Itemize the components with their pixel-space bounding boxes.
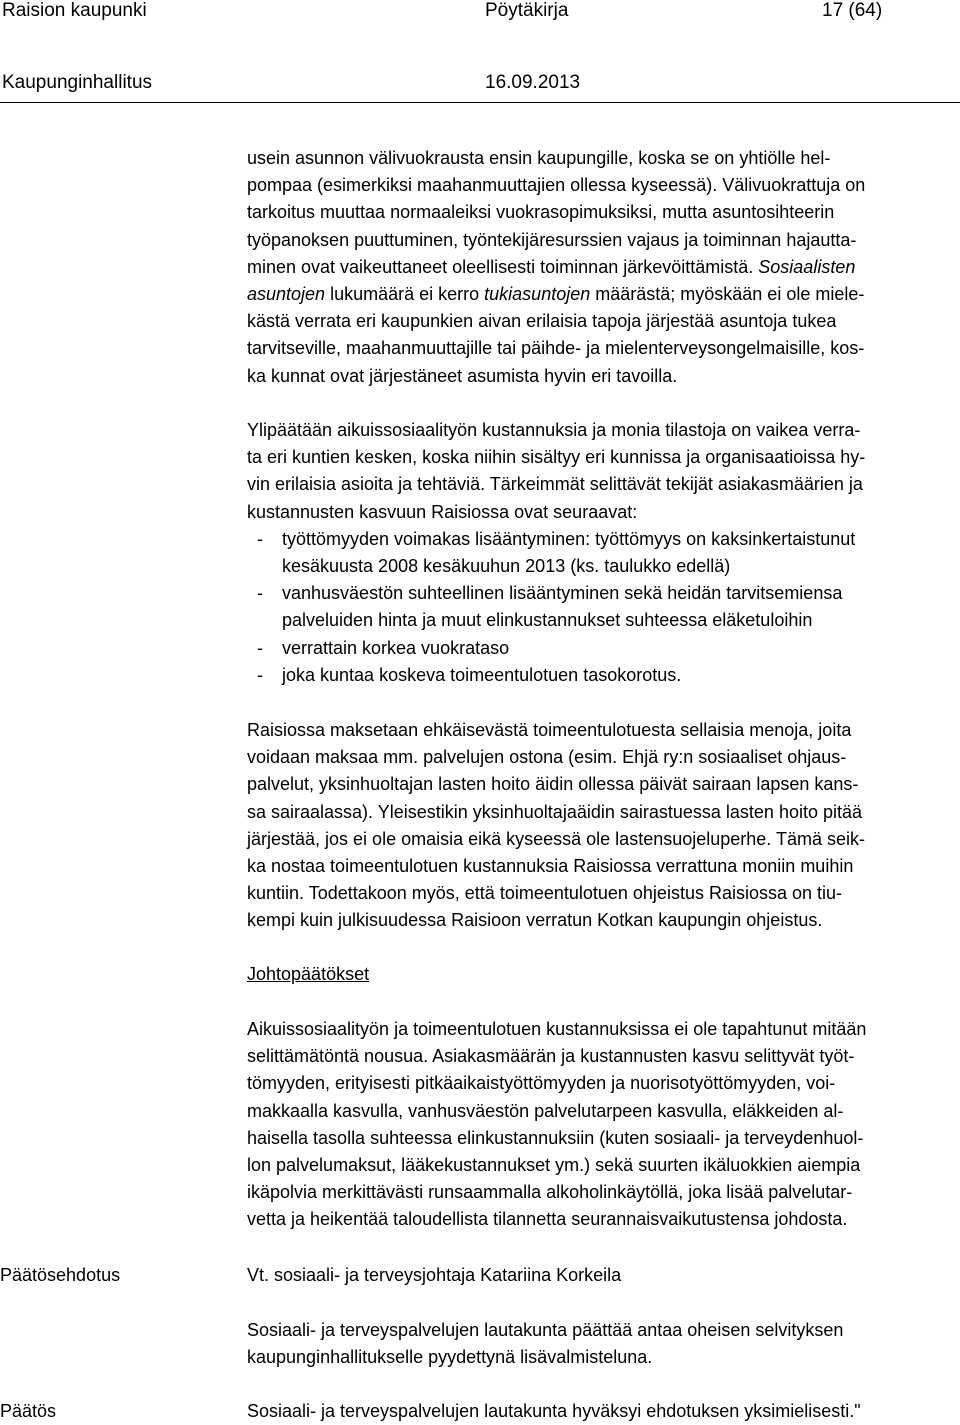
text-line: ikäpolvia merkittävästi runsaammalla alkoholinkäytöllä, joka lisää palvelutar- bbox=[247, 1182, 853, 1203]
proposal-author: Vt. sosiaali- ja terveysjohtaja Katariina Korkeila bbox=[247, 1265, 622, 1285]
list-marker: - bbox=[257, 664, 263, 685]
decision-label: Päätös bbox=[0, 1401, 57, 1421]
text-line: vetta ja heikentää taloudellista tilannetta seurannaisvaikutustensa johdosta. bbox=[247, 1209, 848, 1230]
text-line: usein asunnon välivuokrausta ensin kaupungille, koska se on yhtiölle hel- bbox=[247, 148, 831, 168]
text-line: tarkoitus muuttaa normaaleiksi vuokrasopimuksiksi, mutta asuntosihteerin bbox=[247, 202, 835, 223]
text-line: tömyyden, erityisesti pitkäaikaistyöttömyyden ja nuorisotyöttömyyden, voi- bbox=[247, 1073, 836, 1094]
paragraph-1 bbox=[247, 145, 957, 390]
header-divider bbox=[0, 102, 960, 103]
text-line: Sosiaali- ja terveyspalvelujen lautakunta päättää antaa oheisen selvityksen bbox=[247, 1320, 844, 1340]
paragraph-3 bbox=[247, 717, 957, 935]
page-number: 17 (64) bbox=[822, 0, 883, 21]
text-line: ka nostaa toimeentulotuen kustannuksia Raisiossa verrattuna moniin muihin bbox=[247, 856, 854, 877]
text-line: ta eri kuntien kesken, koska niihin sisältyy eri kunnissa ja organisaatioissa hy- bbox=[247, 447, 866, 468]
meeting-date: 16.09.2013 bbox=[485, 72, 581, 93]
text-line: palvelut, yksinhuoltajan lasten hoito äidin ollessa päivät sairaan lapsen kans- bbox=[247, 774, 859, 795]
list-marker: - bbox=[257, 528, 263, 549]
text-line: kempi kuin julkisuudessa Raisioon verratun Kotkan kaupungin ohjeistus. bbox=[247, 910, 823, 931]
text-line: haisella tasolla suhteessa elinkustannuksiin (kuten sosiaali- ja terveydenhuol- bbox=[247, 1127, 864, 1148]
list-item: - verrattain korkea vuokrataso bbox=[247, 635, 957, 662]
board-name: Kaupunginhallitus bbox=[2, 72, 153, 93]
proposal-text bbox=[247, 1317, 957, 1371]
text-line: lon palvelumaksut, lääkekustannukset ym.) sekä suurten ikäluokkien aiempia bbox=[247, 1155, 861, 1176]
text-line: kustannusten kasvuun Raisiossa ovat seuraavat: bbox=[247, 501, 638, 522]
list-item: - työttömyyden voimakas lisääntyminen: työttömyys on kaksinkertaistunut kesäkuusta 2008 kesäkuuhun 2013 (ks. taulukko edellä) bbox=[247, 526, 957, 580]
paragraph-2 bbox=[247, 417, 957, 689]
text-line: makkaalla kasvulla, vanhusväestön palvelutarpeen kasvulla, eläkkeiden al- bbox=[247, 1100, 844, 1121]
list-marker: - bbox=[257, 583, 263, 604]
text-line: kuntiin. Todettakoon myös, että toimeentulotuen ohjeistus Raisiossa on tiu- bbox=[247, 883, 843, 904]
text-line: selittämätöntä nousua. Asiakasmäärän ja kustannusten kasvu selittyvät työt- bbox=[247, 1046, 855, 1067]
org-name: Raision kaupunki bbox=[2, 0, 147, 21]
list-item: - vanhusväestön suhteellinen lisääntyminen sekä heidän tarvitsemiensa palveluiden hinta ja muut elinkustannukset suhteessa eläketuloihin bbox=[247, 580, 957, 634]
proposal-label: Päätösehdotus bbox=[0, 1265, 121, 1285]
list-marker: - bbox=[257, 637, 263, 658]
text-line: Ylipäätään aikuissosiaalityön kustannuksia ja monia tilastoja on vaikea verra- bbox=[247, 420, 861, 440]
text-line: ka kunnat ovat järjestäneet asumista hyvin eri tavoilla. bbox=[247, 365, 678, 386]
text-line: vin erilaisia asioita ja tehtäviä. Tärkeimmät selittävät tekijät asiakasmäärien ja bbox=[247, 474, 863, 495]
text-line: voidaan maksaa mm. palvelujen ostona (esim. Ehjä ry:n sosiaaliset ohjaus- bbox=[247, 747, 847, 768]
section-heading: Johtopäätökset bbox=[247, 964, 370, 984]
text-line: tarvitseville, maahanmuuttajille tai päihde- ja mielenterveysongelmaisille, kos- bbox=[247, 338, 865, 359]
paragraph-4 bbox=[247, 1016, 957, 1234]
list-item: - joka kuntaa koskeva toimeentulotuen tasokorotus. bbox=[247, 662, 957, 689]
decision-text: Sosiaali- ja terveyspalvelujen lautakunta hyväksyi ehdotuksen yksimielisesti." bbox=[247, 1401, 861, 1421]
text-line: sa sairaalassa). Yleisestikin yksinhuoltajaäidin sairastuessa lasten hoito pitää bbox=[247, 801, 863, 822]
doc-type: Pöytäkirja bbox=[485, 0, 569, 21]
text-line: Aikuissosiaalityön ja toimeentulotuen kustannuksissa ei ole tapahtunut mitään bbox=[247, 1019, 867, 1039]
text-line: Raisiossa maksetaan ehkäisevästä toimeentulotuesta sellaisia menoja, joita bbox=[247, 720, 852, 740]
text-line: kästä verrata eri kaupunkien aivan erilaisia tapoja järjestää asuntoja tukea bbox=[247, 311, 837, 332]
text-line: asuntojen lukumäärä ei kerro tukiasuntojen määrästä; myöskään ei ole miele- bbox=[247, 284, 865, 305]
text-line: kaupunginhallitukselle pyydettynä lisävalmisteluna. bbox=[247, 1347, 653, 1368]
text-line: työpanoksen puuttuminen, työntekijäresurssien vajaus ja toiminnan hajautta- bbox=[247, 229, 857, 250]
text-line: järjestää, jos ei ole omaisia eikä kyseessä ole lastensuojeluperhe. Tämä seik- bbox=[247, 828, 865, 849]
text-line: pompaa (esimerkiksi maahanmuuttajien ollessa kyseessä). Välivuokrattuja on bbox=[247, 175, 866, 196]
text-line: minen ovat vaikeuttaneet oleellisesti toiminnan järkevöittämistä. Sosiaalisten bbox=[247, 256, 856, 277]
